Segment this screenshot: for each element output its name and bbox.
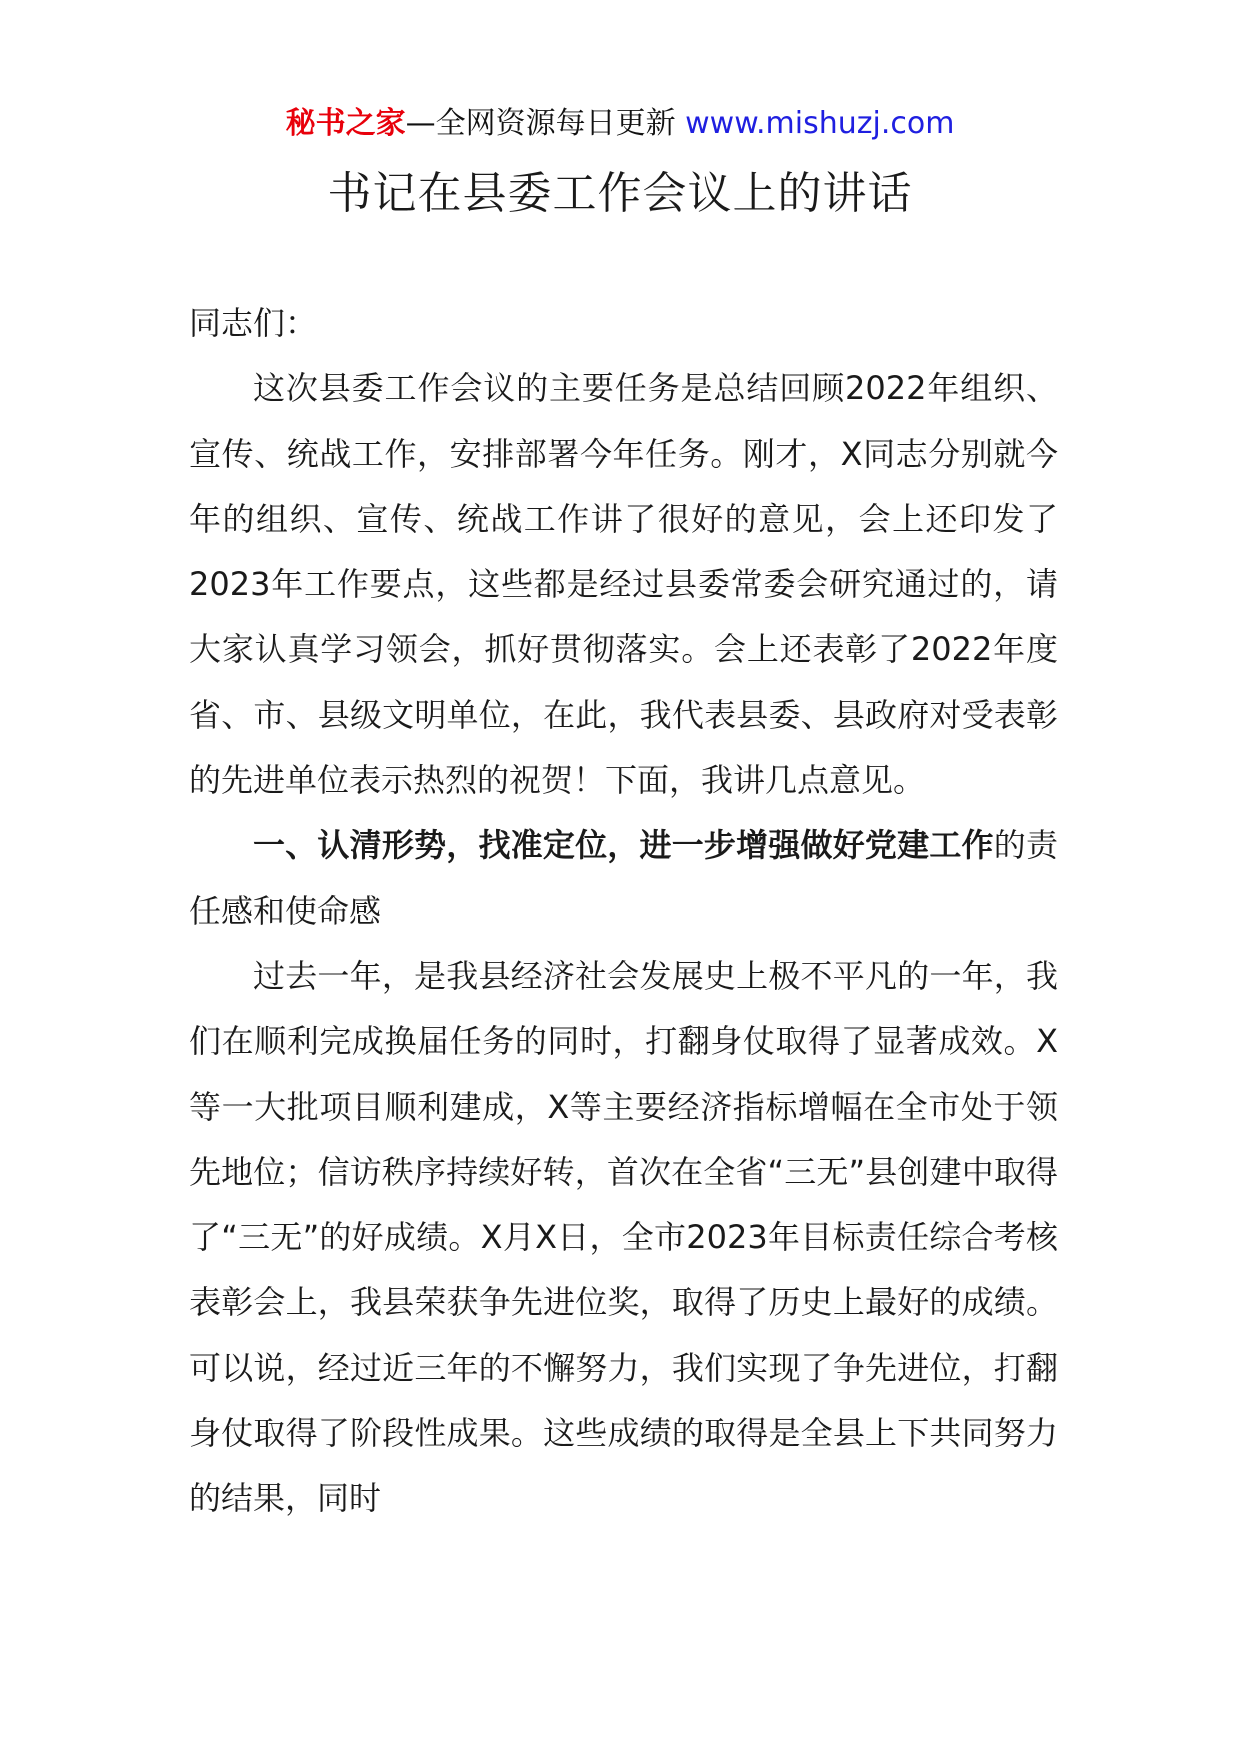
opening-paragraph: 这次县委工作会议的主要任务是总结回顾2022年组织、宣传、统战工作，安排部署今年任务。刚才，X同志分别就今年的组织、宣传、统战工作讲了很好的意见，会上还印发了2023年工作要点，这些都是经过县委常委会研究通过的，请大家认真学习领会，抓好贯彻落实。会上还表彰了2022年度省、市、县级文明单位，在此，我代表县委、县政府对受表彰的先进单位表示热烈的祝贺！下面，我讲几点意见。 — [189, 369, 1058, 800]
section-paragraph: 过去一年，是我县经济社会发展史上极不平凡的一年，我们在顺利完成换届任务的同时，打翻身仗取得了显著成效。X等一大批项目顺利建成，X等主要经济指标增幅在全市处于领先地位；信访秩序持续好转，首次在全省“三无”县创建中取得了“三无”的好成绩。X月X日，全市2023年目标责任综合考核表彰会上，我县荣获争先进位奖，取得了历史上最好的成绩。可以说，经过近三年的不懈努力，我们实现了争先进位，打翻身仗取得了阶段性成果。这些成绩的取得是全县上下共同努力的结果，同时 — [189, 956, 1058, 1518]
section-heading-bold: 一、认清形势，找准定位，进一步增强做好党建工作 — [253, 826, 994, 865]
brand-name: 秘书之家 — [285, 106, 406, 141]
section-heading-rest: 的责任感和使命感 — [189, 826, 1058, 930]
salutation: 同志们： — [189, 304, 318, 342]
section-heading — [189, 813, 1058, 944]
document-body — [189, 291, 1058, 1532]
banner-slogan: —全网资源每日更新 — [405, 106, 686, 141]
site-url-link[interactable]: www.mishuzj.com — [685, 106, 955, 141]
site-banner — [0, 100, 1240, 148]
page-title: 书记在县委工作会议上的讲话 — [327, 168, 913, 219]
